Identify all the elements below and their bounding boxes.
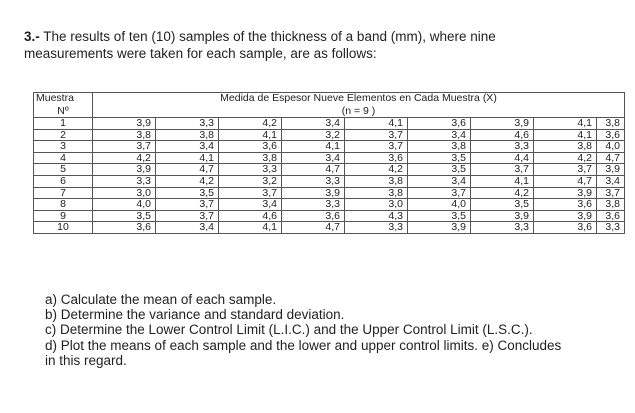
measurement-cell: 4,1 — [219, 129, 282, 141]
table-header-row — [34, 93, 625, 107]
measurement-cell: 4,1 — [156, 152, 219, 164]
measurement-cell: 3,8 — [345, 175, 408, 187]
measurement-cell: 3,8 — [156, 129, 219, 141]
measurement-cell: 3,9 — [597, 164, 625, 176]
measurement-cell: 4,1 — [534, 118, 597, 130]
measurement-cell: 3,4 — [408, 129, 471, 141]
table-row — [34, 118, 625, 130]
measurement-cell: 4,7 — [282, 164, 345, 176]
table-row — [34, 129, 625, 141]
measurement-cell: 4,0 — [408, 199, 471, 211]
measurement-cell: 3,9 — [93, 118, 156, 130]
header-n-label: (n = 9 ) — [341, 105, 376, 118]
measurement-cell: 3,7 — [345, 129, 408, 141]
header-measurements-title: Medida de Espesor Nueve Elementos en Cada Muestra (X) — [220, 92, 497, 104]
measurement-cell: 3,9 — [534, 210, 597, 222]
table-body — [34, 118, 625, 234]
measurement-cell: 3,4 — [597, 175, 625, 187]
sample-number-cell: 8 — [34, 199, 93, 211]
measurement-cell: 3,8 — [534, 141, 597, 153]
measurement-cell: 4,7 — [156, 164, 219, 176]
measurement-cell: 4,6 — [219, 210, 282, 222]
measurement-cell: 3,9 — [93, 164, 156, 176]
measurement-cell: 3,9 — [408, 222, 471, 234]
table-row — [34, 187, 625, 199]
measurement-cell: 3,3 — [471, 222, 534, 234]
measurement-cell: 3,9 — [471, 118, 534, 130]
measurement-cell: 3,7 — [597, 187, 625, 199]
measurement-cell: 4,2 — [219, 118, 282, 130]
measurement-cell: 4,2 — [93, 152, 156, 164]
measurement-cell: 3,6 — [534, 199, 597, 211]
measurement-cell: 3,8 — [597, 118, 625, 130]
header-sample — [34, 93, 93, 107]
table-row — [34, 175, 625, 187]
header-sample-label: Muestra — [36, 92, 74, 104]
measurement-cell: 4,4 — [471, 152, 534, 164]
measurement-cell: 3,3 — [345, 222, 408, 234]
measurement-cell: 3,7 — [534, 164, 597, 176]
question-c: c) Determine the Lower Control Limit (L.I.C.) and the Upper Control Limit (L.S.C.). — [45, 322, 533, 338]
measurement-cell: 4,3 — [345, 210, 408, 222]
measurement-cell: 4,2 — [156, 175, 219, 187]
measurement-cell: 3,8 — [345, 187, 408, 199]
measurement-cell: 3,8 — [219, 152, 282, 164]
header-sample-number — [34, 106, 93, 118]
table-row — [34, 164, 625, 176]
measurement-cell: 3,9 — [282, 187, 345, 199]
measurement-cell: 4,7 — [597, 152, 625, 164]
measurement-cell: 3,6 — [93, 222, 156, 234]
measurement-cell: 3,2 — [219, 175, 282, 187]
measurement-cell: 3,6 — [282, 210, 345, 222]
problem-text: The results of ten (10) samples of the thickness of a band (mm), where nine measurements were taken for each sample, are as follows: — [24, 29, 496, 61]
measurement-cell: 3,5 — [408, 164, 471, 176]
table-row — [34, 199, 625, 211]
measurement-cell: 3,3 — [93, 175, 156, 187]
measurement-cell: 3,7 — [219, 187, 282, 199]
measurement-cell: 3,5 — [93, 210, 156, 222]
measurement-cell: 4,0 — [597, 141, 625, 153]
measurement-cell: 4,2 — [345, 164, 408, 176]
measurement-cell: 3,7 — [156, 199, 219, 211]
measurement-cell: 3,6 — [345, 152, 408, 164]
table-subheader-row — [34, 106, 625, 118]
table-row — [34, 141, 625, 153]
sample-number-cell: 1 — [34, 118, 93, 130]
measurement-cell: 4,1 — [282, 141, 345, 153]
measurement-cell: 3,7 — [156, 210, 219, 222]
sample-number-cell: 3 — [34, 141, 93, 153]
measurement-cell: 3,5 — [408, 210, 471, 222]
sample-number-cell: 4 — [34, 152, 93, 164]
measurement-cell: 3,6 — [597, 210, 625, 222]
question-d: d) Plot the means of each sample and the lower and upper control limits. e) Concludes in this regard. — [45, 337, 562, 368]
measurement-cell: 3,7 — [345, 141, 408, 153]
sample-number-cell: 2 — [34, 129, 93, 141]
measurement-cell: 3,9 — [534, 187, 597, 199]
problem-statement — [24, 28, 584, 62]
measurement-cell: 3,4 — [156, 222, 219, 234]
measurement-cell: 3,7 — [471, 164, 534, 176]
measurement-cell: 3,8 — [408, 141, 471, 153]
problem-number: 3.- — [24, 29, 40, 44]
sample-number-cell: 9 — [34, 210, 93, 222]
measurement-cell: 3,4 — [282, 152, 345, 164]
measurement-cell: 4,2 — [534, 152, 597, 164]
measurement-cell: 3,3 — [219, 164, 282, 176]
measurement-cell: 3,5 — [471, 199, 534, 211]
measurement-cell: 3,3 — [156, 118, 219, 130]
measurement-cell: 3,6 — [219, 141, 282, 153]
measurement-cell: 4,7 — [282, 222, 345, 234]
measurement-cell: 3,4 — [219, 199, 282, 211]
measurement-table — [33, 92, 625, 234]
measurement-cell: 4,1 — [471, 175, 534, 187]
measurement-cell: 4,1 — [345, 118, 408, 130]
table-row — [34, 222, 625, 234]
measurement-cell: 3,3 — [597, 222, 625, 234]
header-measurements — [93, 93, 625, 107]
measurement-cell: 4,1 — [534, 129, 597, 141]
measurement-cell: 3,5 — [156, 187, 219, 199]
measurement-cell: 3,6 — [597, 129, 625, 141]
measurement-cell: 4,7 — [534, 175, 597, 187]
measurement-cell: 3,8 — [597, 199, 625, 211]
header-sample-number-label: Nº — [57, 105, 69, 118]
table-row — [34, 210, 625, 222]
measurement-cell: 3,3 — [282, 175, 345, 187]
measurement-cell: 3,8 — [93, 129, 156, 141]
measurement-cell: 3,9 — [471, 210, 534, 222]
question-a: a) Calculate the mean of each sample. — [45, 292, 277, 307]
sample-number-cell: 6 — [34, 175, 93, 187]
measurement-cell: 3,0 — [345, 199, 408, 211]
questions-list — [45, 292, 565, 368]
measurement-cell: 3,4 — [282, 118, 345, 130]
measurement-cell: 3,7 — [93, 141, 156, 153]
measurement-cell: 3,0 — [93, 187, 156, 199]
sample-number-cell: 10 — [34, 222, 93, 234]
measurement-cell: 3,6 — [534, 222, 597, 234]
measurement-cell: 3,2 — [282, 129, 345, 141]
measurement-cell: 3,3 — [471, 141, 534, 153]
question-b: b) Determine the variance and standard deviation. — [45, 307, 345, 323]
measurement-cell: 3,3 — [282, 199, 345, 211]
header-n-value — [93, 106, 625, 118]
sample-number-cell: 7 — [34, 187, 93, 199]
measurement-cell: 3,4 — [156, 141, 219, 153]
measurement-cell: 3,7 — [408, 187, 471, 199]
table-row — [34, 152, 625, 164]
measurement-cell: 4,0 — [93, 199, 156, 211]
measurement-cell: 4,6 — [471, 129, 534, 141]
measurement-cell: 4,2 — [471, 187, 534, 199]
measurement-cell: 3,6 — [408, 118, 471, 130]
measurement-cell: 3,4 — [408, 175, 471, 187]
measurement-cell: 4,1 — [219, 222, 282, 234]
measurement-cell: 3,5 — [408, 152, 471, 164]
sample-number-cell: 5 — [34, 164, 93, 176]
